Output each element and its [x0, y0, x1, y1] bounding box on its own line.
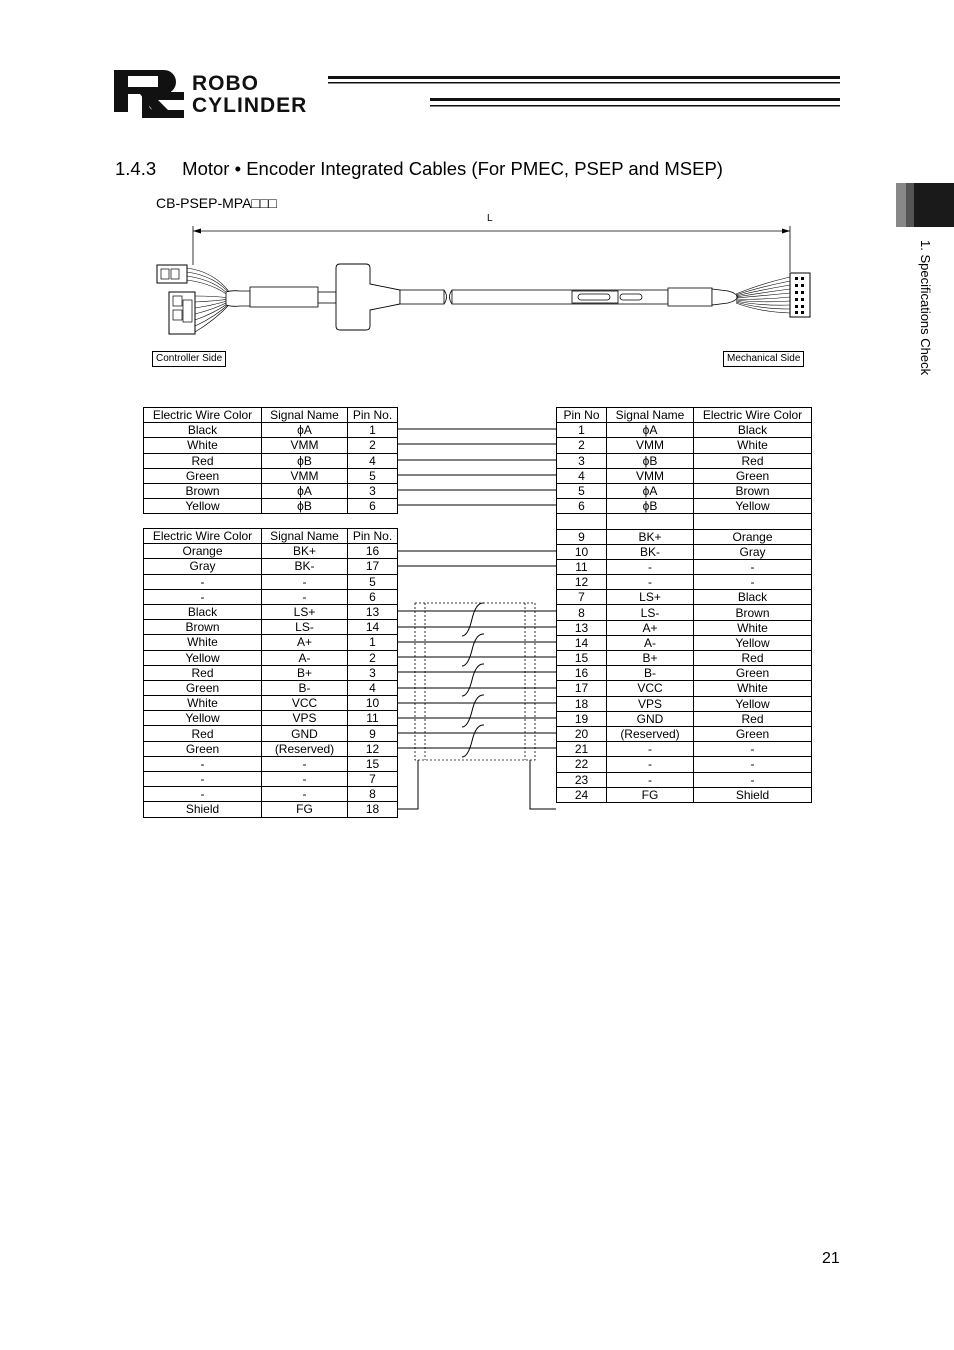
table-cell: ϕA — [262, 483, 348, 498]
table-cell: GND — [262, 726, 348, 741]
table-cell: 1 — [348, 423, 398, 438]
header-wire-color: Electric Wire Color — [144, 408, 262, 423]
table-cell: 20 — [557, 726, 607, 741]
table-cell: 14 — [348, 620, 398, 635]
table-cell: 5 — [348, 574, 398, 589]
section-number: 1.4.3 — [115, 158, 157, 179]
table-cell: 4 — [348, 680, 398, 695]
table-cell: Red — [694, 453, 812, 468]
table-cell: Red — [144, 453, 262, 468]
table-cell: 11 — [557, 559, 607, 574]
table-cell: Green — [144, 468, 262, 483]
table-cell: Black — [144, 423, 262, 438]
table-cell: Shield — [694, 787, 812, 802]
robo-cylinder-logo — [112, 70, 842, 120]
table-cell: VCC — [607, 681, 694, 696]
table-cell: - — [262, 787, 348, 802]
table-cell: - — [694, 575, 812, 590]
table-cell: - — [262, 772, 348, 787]
table-cell: VCC — [262, 696, 348, 711]
table-cell: - — [694, 742, 812, 757]
table-cell: - — [607, 559, 694, 574]
table-cell: ϕA — [262, 423, 348, 438]
table-cell: VPS — [607, 696, 694, 711]
table-cell: Green — [694, 726, 812, 741]
table-cell: 5 — [348, 468, 398, 483]
table-cell: Red — [694, 711, 812, 726]
table-cell: Black — [694, 423, 812, 438]
table-cell: Yellow — [144, 499, 262, 514]
table-cell: VMM — [262, 468, 348, 483]
table-cell: 3 — [348, 483, 398, 498]
table-cell: - — [144, 772, 262, 787]
table-cell: A- — [607, 635, 694, 650]
table-cell: LS- — [607, 605, 694, 620]
header-wire-color: Electric Wire Color — [144, 529, 262, 544]
table-cell: 19 — [557, 711, 607, 726]
table-cell: Yellow — [144, 650, 262, 665]
table-cell: 13 — [348, 604, 398, 619]
header-pin-no: Pin No. — [348, 408, 398, 423]
table-cell: LS+ — [607, 590, 694, 605]
table-cell: - — [607, 575, 694, 590]
table-cell: 1 — [348, 635, 398, 650]
table-cell: 15 — [348, 756, 398, 771]
table-cell: Yellow — [144, 711, 262, 726]
table-cell: 10 — [348, 696, 398, 711]
chapter-tab — [896, 183, 954, 227]
table-cell: 2 — [557, 438, 607, 453]
table-cell: - — [694, 772, 812, 787]
controller-side-label: Controller Side — [152, 351, 226, 367]
table-cell: 17 — [557, 681, 607, 696]
table-cell: 15 — [557, 651, 607, 666]
table-cell: A+ — [607, 620, 694, 635]
table-cell: ϕA — [607, 483, 694, 498]
table-cell: Green — [694, 666, 812, 681]
table-cell: 18 — [557, 696, 607, 711]
table-cell: Yellow — [694, 499, 812, 514]
length-dimension-label: L — [487, 213, 493, 224]
cable-model: CB-PSEP-MPA□□□ — [156, 195, 277, 211]
table-cell: - — [144, 589, 262, 604]
table-cell: BK- — [262, 559, 348, 574]
table-cell: Gray — [144, 559, 262, 574]
table-cell: Brown — [694, 483, 812, 498]
table-cell: 7 — [348, 772, 398, 787]
table-cell: 18 — [348, 802, 398, 817]
table-cell: Yellow — [694, 696, 812, 711]
table-cell: White — [144, 696, 262, 711]
table-cell: LS- — [262, 620, 348, 635]
table-cell: 6 — [557, 499, 607, 514]
table-cell: - — [607, 772, 694, 787]
table-cell: Brown — [144, 483, 262, 498]
table-cell: White — [694, 681, 812, 696]
table-cell: VMM — [607, 438, 694, 453]
table-cell: 6 — [348, 589, 398, 604]
table-cell: Red — [144, 726, 262, 741]
wiring-diagram — [0, 380, 954, 840]
table-cell: 4 — [557, 468, 607, 483]
table-cell: Brown — [694, 605, 812, 620]
table-cell: 8 — [348, 787, 398, 802]
table-cell: ϕB — [262, 453, 348, 468]
table-cell: ϕB — [607, 453, 694, 468]
header-signal-name: Signal Name — [262, 408, 348, 423]
table-cell: 5 — [557, 483, 607, 498]
table-cell: 9 — [348, 726, 398, 741]
table-cell: - — [262, 756, 348, 771]
table-cell: 21 — [557, 742, 607, 757]
table-cell: 14 — [557, 635, 607, 650]
table-cell: 17 — [348, 559, 398, 574]
table-cell: B- — [262, 680, 348, 695]
table-cell: Black — [144, 604, 262, 619]
header-signal-name: Signal Name — [607, 408, 694, 423]
table-cell: Green — [694, 468, 812, 483]
table-cell: B+ — [607, 651, 694, 666]
header-wire-color: Electric Wire Color — [694, 408, 812, 423]
table-cell: 4 — [348, 453, 398, 468]
table-cell: 13 — [557, 620, 607, 635]
table-cell: - — [262, 574, 348, 589]
table-cell: Gray — [694, 544, 812, 559]
table-cell: LS+ — [262, 604, 348, 619]
chapter-label: 1. Specifications Check — [918, 240, 933, 376]
table-cell: GND — [607, 711, 694, 726]
table-cell: Brown — [144, 620, 262, 635]
table-cell: 22 — [557, 757, 607, 772]
table-cell: 8 — [557, 605, 607, 620]
table-cell: VMM — [262, 438, 348, 453]
table-cell: Green — [144, 741, 262, 756]
table-cell: FG — [262, 802, 348, 817]
table-cell: (Reserved) — [607, 726, 694, 741]
table-cell: 2 — [348, 650, 398, 665]
table-cell: Black — [694, 590, 812, 605]
page-number: 21 — [822, 1250, 840, 1267]
table-cell: BK+ — [607, 529, 694, 544]
table-cell: White — [694, 438, 812, 453]
table-cell: 7 — [557, 590, 607, 605]
section-title — [115, 158, 723, 180]
logo-line1: ROBO — [192, 72, 259, 95]
section-heading: Motor • Encoder Integrated Cables (For PMEC, PSEP and MSEP) — [182, 158, 723, 179]
table-cell: White — [694, 620, 812, 635]
cable-drawing — [0, 0, 954, 380]
mechanical-side-label: Mechanical Side — [723, 351, 804, 367]
table-cell: Orange — [144, 544, 262, 559]
table-cell: 16 — [348, 544, 398, 559]
table-cell: 2 — [348, 438, 398, 453]
table-cell: - — [144, 756, 262, 771]
table-cell: FG — [607, 787, 694, 802]
table-cell: 24 — [557, 787, 607, 802]
table-cell: - — [694, 757, 812, 772]
header-pin-no: Pin No — [557, 408, 607, 423]
table-cell: BK+ — [262, 544, 348, 559]
table-cell: 11 — [348, 711, 398, 726]
table-cell: ϕB — [607, 499, 694, 514]
table-cell: 1 — [557, 423, 607, 438]
table-cell: Yellow — [694, 635, 812, 650]
table-cell: 3 — [348, 665, 398, 680]
table-cell: ϕA — [607, 423, 694, 438]
table-cell: ϕB — [262, 499, 348, 514]
table-cell: B+ — [262, 665, 348, 680]
table-cell: 16 — [557, 666, 607, 681]
logo-graphic — [112, 70, 842, 120]
table-cell: 12 — [348, 741, 398, 756]
table-cell: - — [607, 742, 694, 757]
table-cell: (Reserved) — [262, 741, 348, 756]
table-cell: Red — [694, 651, 812, 666]
table-cell: Orange — [694, 529, 812, 544]
table-cell: 3 — [557, 453, 607, 468]
table-cell: 23 — [557, 772, 607, 787]
table-cell: B- — [607, 666, 694, 681]
table-cell: - — [144, 574, 262, 589]
table-cell: VPS — [262, 711, 348, 726]
table-cell: 9 — [557, 529, 607, 544]
header-pin-no: Pin No. — [348, 529, 398, 544]
table-cell: 12 — [557, 575, 607, 590]
table-cell: Shield — [144, 802, 262, 817]
table-cell: VMM — [607, 468, 694, 483]
table-cell: 10 — [557, 544, 607, 559]
table-cell: - — [607, 757, 694, 772]
table-cell: - — [262, 589, 348, 604]
table-cell: A- — [262, 650, 348, 665]
table-cell: White — [144, 438, 262, 453]
table-cell: 6 — [348, 499, 398, 514]
header-signal-name: Signal Name — [262, 529, 348, 544]
table-cell: A+ — [262, 635, 348, 650]
table-cell: - — [144, 787, 262, 802]
logo-line2: CYLINDER — [192, 94, 308, 117]
table-cell: White — [144, 635, 262, 650]
table-cell: Red — [144, 665, 262, 680]
table-cell: Green — [144, 680, 262, 695]
table-cell: - — [694, 559, 812, 574]
table-cell: BK- — [607, 544, 694, 559]
